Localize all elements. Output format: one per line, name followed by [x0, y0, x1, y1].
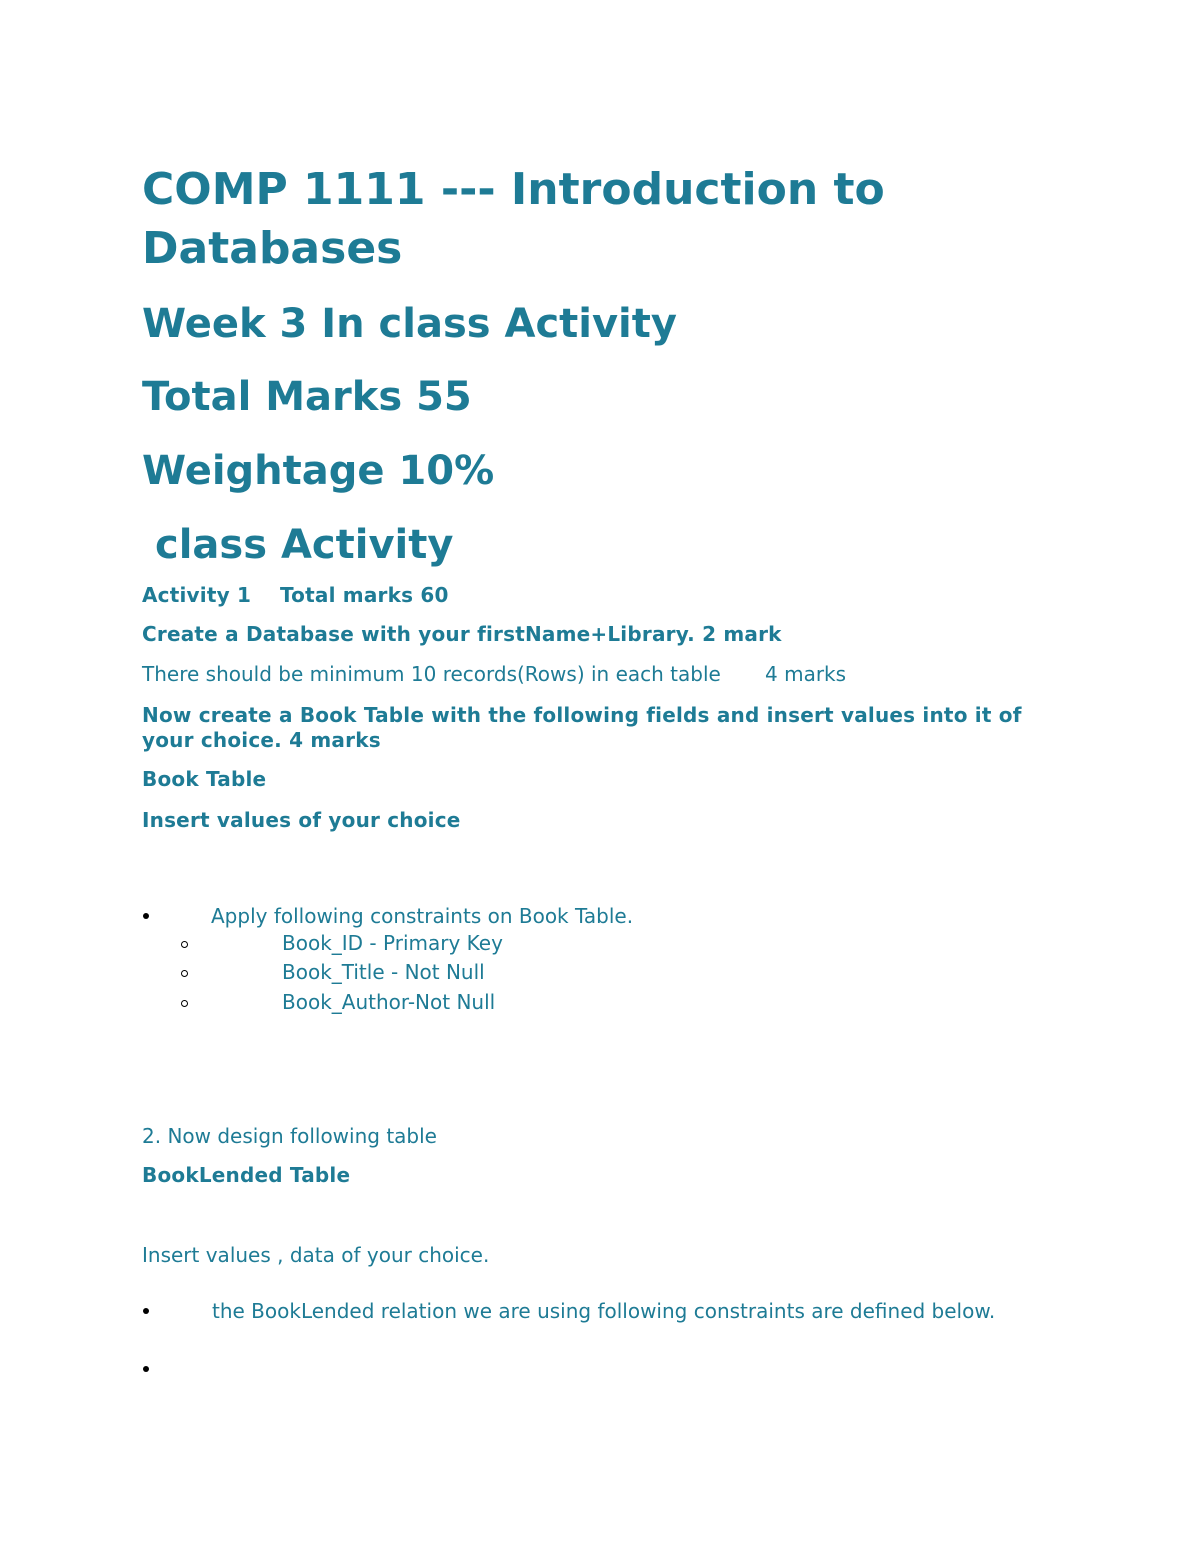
create-database-instruction: Create a Database with your firstName+Library. 2 mark — [142, 622, 782, 646]
bullet-icon — [143, 1308, 149, 1314]
activity-total-marks: Total marks 60 — [280, 583, 449, 607]
records-marks: 4 marks — [765, 662, 847, 686]
constraint-item: Book_ID - Primary Key — [282, 931, 503, 955]
constraints-heading: Apply following constraints on Book Table. — [211, 904, 634, 928]
circle-bullet-icon — [181, 1000, 188, 1007]
weightage-heading: Weightage 10% — [142, 448, 495, 494]
booklended-table-label: BookLended Table — [142, 1163, 351, 1187]
insert-values-instruction: Insert values of your choice — [142, 808, 461, 832]
class-activity-heading: class Activity — [155, 522, 454, 568]
design-table-instruction: 2. Now design following table — [142, 1124, 437, 1148]
circle-bullet-icon — [181, 941, 188, 948]
insert-data-instruction: Insert values , data of your choice. — [142, 1243, 490, 1267]
records-instruction: There should be minimum 10 records(Rows) in each table — [142, 662, 721, 686]
bullet-icon — [143, 913, 149, 919]
book-table-label: Book Table — [142, 767, 267, 791]
constraint-item: Book_Title - Not Null — [282, 960, 485, 984]
week-heading: Week 3 In class Activity — [142, 301, 677, 347]
activity-label: Activity 1 — [142, 583, 252, 607]
circle-bullet-icon — [181, 970, 188, 977]
total-marks-heading: Total Marks 55 — [142, 374, 472, 420]
booklended-constraints-text: the BookLended relation we are using following constraints are defined below. — [212, 1299, 996, 1323]
constraint-item: Book_Author-Not Null — [282, 990, 496, 1014]
bullet-icon — [143, 1366, 149, 1372]
document-title: COMP 1111 --- Introduction to Databases — [142, 164, 885, 274]
book-table-instruction: Now create a Book Table with the following fields and insert values into it of your choice. 4 marks — [142, 703, 1022, 752]
